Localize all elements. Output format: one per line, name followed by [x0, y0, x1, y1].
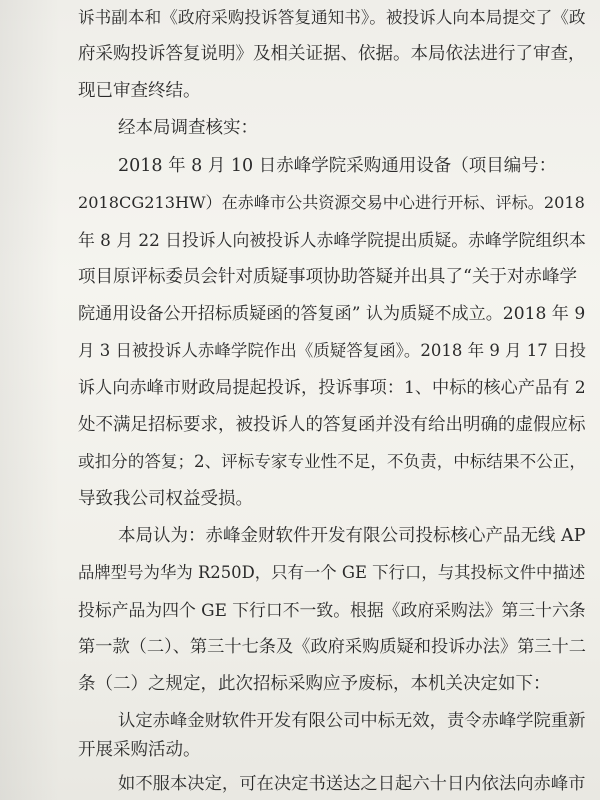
text-line: 诉书副本和《政府采购投诉答复通知书》。被投诉人向本局提交了《政	[78, 8, 586, 27]
text-line: 导致我公司权益受损。	[78, 489, 253, 509]
page-shadow	[0, 0, 60, 800]
text-line: 认定赤峰金财软件开发有限公司中标无效，责令赤峰学院重新	[118, 711, 586, 731]
text-line: 如不服本决定，可在决定书送达之日起六十日内依法向赤峰市	[118, 774, 586, 794]
text-line: 院通用设备公开招标质疑函的答复函” 认为质疑不成立。2018 年 9	[78, 304, 586, 324]
text-line: 本局认为：赤峰金财软件开发有限公司投标核心产品无线 AP	[118, 526, 586, 546]
text-line: 2018CG213HW）在赤峰市公共资源交易中心进行开标、评标。2018	[78, 193, 585, 212]
text-line: 年 8 月 22 日投诉人向被投诉人赤峰学院提出质疑。赤峰学院组织本	[78, 230, 586, 250]
text-line: 或扣分的答复；2、评标专家专业性不足，不负责，中标结果不公正，	[78, 452, 586, 471]
text-line: 品牌型号为华为 R250D，只有一个 GE 下行口，与其投标文件中描述	[78, 563, 586, 582]
text-line: 现已审查终结。	[78, 81, 201, 101]
text-line: 月 3 日被投诉人赤峰学院作出《质疑答复函》。2018 年 9 月 17 日投	[78, 341, 586, 360]
text-line: 处不满足招标要求，被投诉人的答复函并没有给出明确的虚假应标	[78, 415, 586, 435]
text-line: 府采购投诉答复说明》及相关证据、依据。本局依法进行了审查，	[78, 44, 586, 64]
text-line: 经本局调查核实：	[118, 118, 258, 138]
text-line: 项目原评标委员会针对质疑事项协助答疑并出具了“关于对赤峰学	[78, 267, 577, 287]
text-line: 第一款（二）、第三十七条及《政府采购质疑和投诉办法》第三十二	[78, 637, 586, 657]
text-line: 开展采购活动。	[78, 740, 201, 760]
text-line: 条（二）之规定，此次招标采购应予废标，本机关决定如下：	[78, 674, 551, 694]
text-line: 投标产品为四个 GE 下行口不一致。根据《政府采购法》第三十六条	[78, 600, 586, 620]
text-line: 诉人向赤峰市财政局提起投诉，投诉事项：1、中标的核心产品有 2	[78, 378, 586, 398]
text-line: 2018 年 8 月 10 日赤峰学院采购通用设备（项目编号：	[118, 156, 557, 176]
